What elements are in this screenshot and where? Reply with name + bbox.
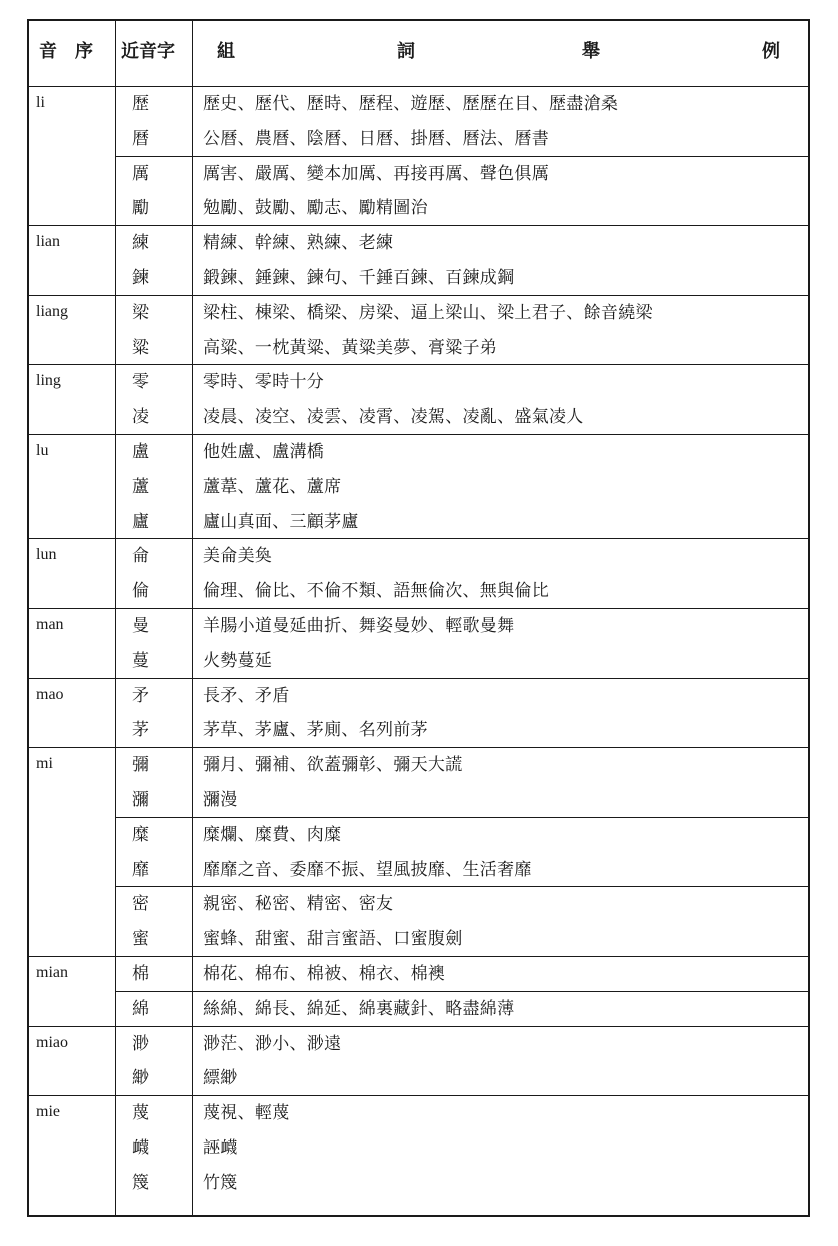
- sound-label: lun: [36, 546, 57, 564]
- word-examples: 棉花、棉布、棉被、棉衣、棉襖: [203, 964, 446, 984]
- word-examples: 靡靡之音、委靡不振、望風披靡、生活奢靡: [203, 859, 532, 880]
- similar-char: 鍊: [132, 268, 149, 288]
- word-examples: 渺茫、渺小、渺遠: [203, 1033, 342, 1054]
- word-examples: 高粱、一枕黃粱、黃粱美夢、膏粱子弟: [203, 337, 498, 358]
- similar-char: 綿: [132, 998, 149, 1019]
- word-examples: 他姓盧、盧溝橋: [203, 442, 325, 462]
- word-examples: 蔑視、輕蔑: [203, 1103, 290, 1124]
- word-examples: 倫理、倫比、不倫不類、語無倫次、無與倫比: [203, 581, 549, 602]
- similar-char: 瀰: [132, 790, 149, 810]
- sound-label: mi: [36, 755, 53, 773]
- sound-label: mian: [36, 964, 68, 981]
- word-examples: 長矛、矛盾: [203, 685, 290, 706]
- word-examples: 蜜蜂、甜蜜、甜言蜜語、口蜜腹劍: [203, 929, 463, 950]
- subgroup-divider: [115, 991, 808, 992]
- similar-char: 粱: [132, 337, 149, 358]
- word-examples: 零時、零時十分: [203, 372, 325, 393]
- similar-char: 密: [132, 894, 149, 915]
- sound-label: liang: [36, 302, 68, 320]
- column-divider-2: [192, 21, 193, 1215]
- word-examples: 公曆、農曆、陰曆、日曆、掛曆、曆法、曆書: [203, 128, 549, 149]
- similar-char: 勵: [132, 198, 149, 219]
- subgroup-divider: [115, 156, 808, 157]
- similar-char: 曼: [132, 616, 149, 636]
- header-word-examples-2: 詞: [397, 41, 415, 62]
- group-divider: [29, 364, 808, 365]
- header-word-examples-1: 組: [217, 41, 235, 62]
- header-divider: [29, 86, 808, 87]
- similar-char: 侖: [132, 546, 149, 567]
- word-examples: 糜爛、糜費、肉糜: [203, 824, 342, 845]
- similar-char: 渺: [132, 1033, 149, 1054]
- word-examples: 茅草、茅廬、茅廁、名列前茅: [203, 720, 428, 741]
- group-divider: [29, 538, 808, 539]
- word-examples: 精練、幹練、熟練、老練: [203, 233, 394, 254]
- group-divider: [29, 747, 808, 748]
- group-divider: [29, 295, 808, 296]
- word-examples: 縹緲: [203, 1068, 238, 1089]
- similar-char: 蔑: [132, 1103, 149, 1124]
- group-divider: [29, 1026, 808, 1027]
- word-examples: 絲綿、綿長、綿延、綿裏藏針、略盡綿薄: [203, 998, 515, 1019]
- similar-char: 零: [132, 372, 149, 393]
- sound-label: ling: [36, 372, 61, 390]
- header-word-examples-3: 舉: [582, 41, 600, 62]
- word-examples: 誣衊: [203, 1138, 238, 1158]
- group-divider: [29, 434, 808, 435]
- header-word-examples-4: 例: [762, 41, 780, 62]
- word-examples: 凌晨、凌空、凌雲、凌霄、凌駕、凌亂、盛氣凌人: [203, 407, 584, 428]
- sound-label: li: [36, 94, 45, 111]
- similar-char: 凌: [132, 407, 149, 428]
- sound-label: mao: [36, 685, 64, 703]
- word-examples: 廬山真面、三顧茅廬: [203, 511, 359, 532]
- sound-label: mie: [36, 1103, 60, 1121]
- sound-label: miao: [36, 1033, 68, 1051]
- similar-char: 靡: [132, 859, 149, 880]
- group-divider: [29, 956, 808, 957]
- word-examples: 蘆葦、蘆花、蘆席: [203, 476, 342, 497]
- similar-char: 歷: [132, 94, 149, 114]
- similar-char: 緲: [132, 1068, 149, 1089]
- word-examples: 勉勵、鼓勵、勵志、勵精圖治: [203, 198, 428, 219]
- similar-char: 蔓: [132, 650, 149, 671]
- similar-char: 廬: [132, 511, 149, 532]
- vocabulary-table: [27, 19, 810, 1217]
- similar-char: 盧: [132, 442, 149, 462]
- similar-char: 篾: [132, 1172, 149, 1193]
- header-sound-order: 音 序: [39, 41, 93, 62]
- similar-char: 茅: [132, 720, 149, 741]
- similar-char: 糜: [132, 824, 149, 845]
- group-divider: [29, 608, 808, 609]
- similar-char: 衊: [132, 1138, 149, 1158]
- word-examples: 親密、秘密、精密、密友: [203, 894, 394, 915]
- word-examples: 鍛鍊、錘鍊、鍊句、千錘百鍊、百鍊成鋼: [203, 268, 515, 288]
- sound-label: man: [36, 616, 64, 633]
- word-examples: 瀰漫: [203, 790, 238, 810]
- group-divider: [29, 1095, 808, 1096]
- similar-char: 梁: [132, 302, 149, 323]
- group-divider: [29, 678, 808, 679]
- header-similar-chars: 近音字: [121, 41, 175, 62]
- word-examples: 美侖美奐: [203, 546, 273, 567]
- similar-char: 彌: [132, 755, 149, 776]
- word-examples: 厲害、嚴厲、變本加厲、再接再厲、聲色俱厲: [203, 163, 549, 184]
- similar-char: 蜜: [132, 929, 149, 950]
- word-examples: 歷史、歷代、歷時、歷程、遊歷、歷歷在目、歷盡滄桑: [203, 94, 619, 114]
- word-examples: 竹篾: [203, 1172, 238, 1193]
- similar-char: 曆: [132, 128, 149, 149]
- similar-char: 厲: [132, 163, 149, 184]
- word-examples: 火勢蔓延: [203, 650, 273, 671]
- group-divider: [29, 225, 808, 226]
- sound-label: lian: [36, 233, 60, 251]
- word-examples: 彌月、彌補、欲蓋彌彰、彌天大謊: [203, 755, 463, 776]
- similar-char: 倫: [132, 581, 149, 602]
- similar-char: 棉: [132, 964, 149, 984]
- word-examples: 羊腸小道曼延曲折、舞姿曼妙、輕歌曼舞: [203, 616, 515, 636]
- similar-char: 蘆: [132, 476, 149, 497]
- similar-char: 練: [132, 233, 149, 254]
- similar-char: 矛: [132, 685, 149, 706]
- subgroup-divider: [115, 817, 808, 818]
- column-divider-1: [115, 21, 116, 1215]
- subgroup-divider: [115, 886, 808, 887]
- sound-label: lu: [36, 442, 49, 459]
- word-examples: 梁柱、棟梁、橋梁、房梁、逼上梁山、梁上君子、餘音繞梁: [203, 302, 653, 323]
